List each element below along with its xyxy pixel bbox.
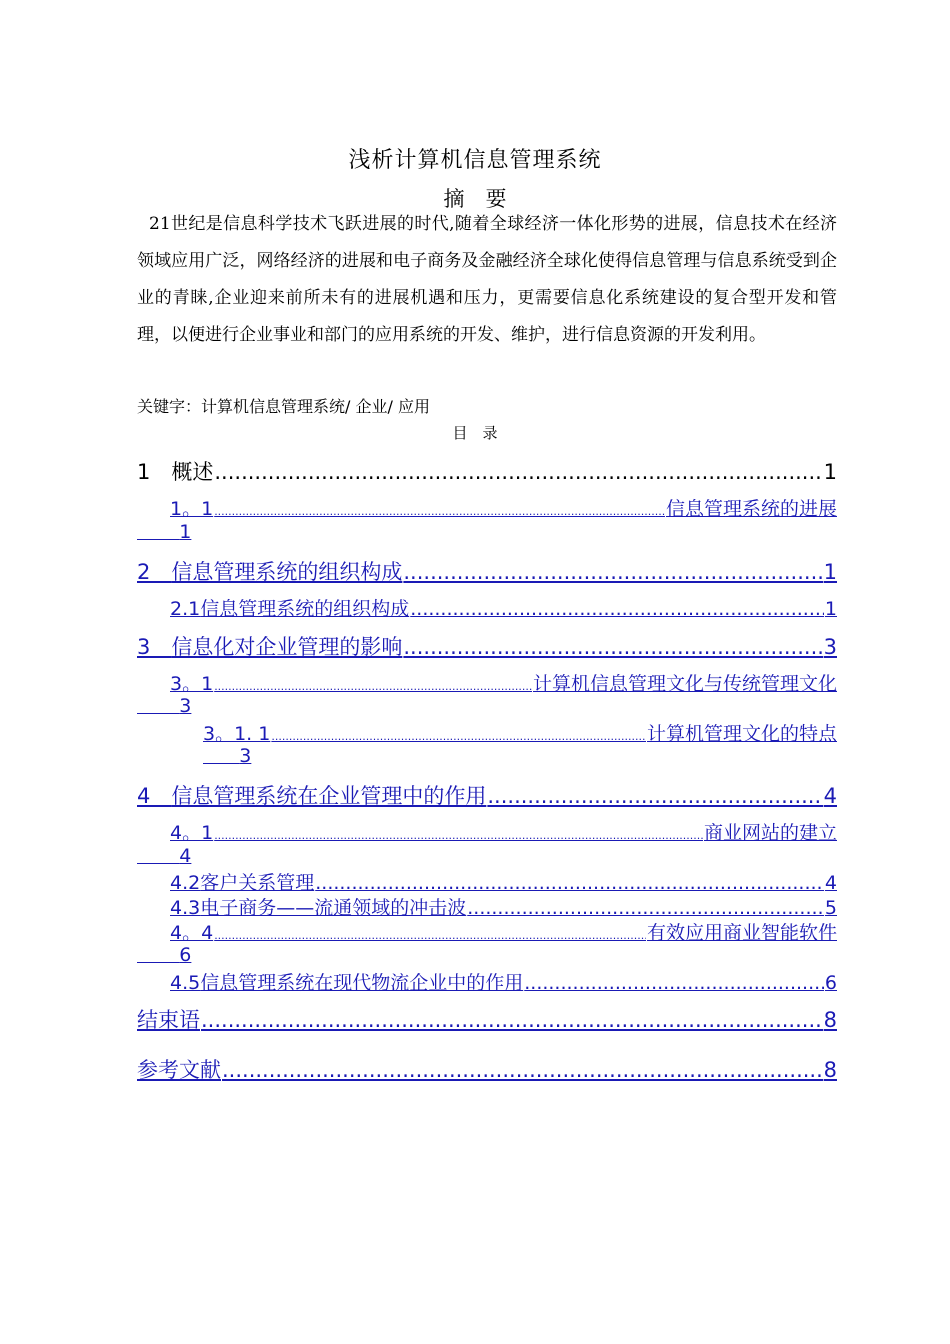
toc-entry-number: 4.5 [170,972,201,994]
toc-leader-dots [487,784,822,808]
toc-entry-label: 计算机管理文化的特点 [646,723,837,745]
toc-entry-page: 1 [823,560,837,584]
toc-entry-number: 2 [137,560,172,584]
toc-entry-page: 4 [823,784,837,808]
toc-entry-label: 参考文献 [137,1058,221,1082]
toc-entry-label: 概述 [171,460,214,484]
toc-heading: 目 录 [452,424,498,442]
toc-entry-page: 4 [824,872,837,894]
toc-entry-page: 5 [824,897,837,919]
toc-entry-4-1[interactable] [170,818,837,845]
toc-leader-dots [467,897,824,919]
toc-leader-dots [214,505,665,518]
toc-entry-label: 信息管理系统的进展 [665,498,837,520]
toc-entry-number: 4.3 [170,897,201,919]
toc-entry-number: 4.2 [170,872,201,894]
toc-entry-label: 信息化对企业管理的影响 [171,635,403,659]
toc-entry-page[interactable]: 1 [179,521,192,543]
toc-leader-dots [214,929,646,942]
toc-entry-3-1[interactable] [170,669,837,696]
toc-entry-number: 1 [137,460,172,484]
toc-leader-dots [403,635,822,659]
toc-leader-dots [214,680,532,693]
toc-entry-1-1[interactable] [170,494,837,521]
toc-leader-dots [271,730,646,743]
toc-entry-label: 信息管理系统的组织构成 [200,598,410,620]
toc-leader-dots [201,1008,823,1032]
toc-entry-label: 信息管理系统在现代物流企业中的作用 [200,972,524,994]
toc-entry-number: 4 [137,784,172,808]
toc-entry-number: 3。1 [170,673,214,695]
toc-entry-page: 1 [823,460,837,484]
toc-leader-dots [524,972,824,994]
toc-entry-number: 4。1 [170,822,214,844]
toc-entry-conclusion[interactable] [137,1004,837,1034]
toc-entry-number: 3。1. 1 [203,723,271,745]
toc-entry-label: 计算机信息管理文化与传统管理文化 [532,673,837,695]
abstract-text: 21世纪是信息科学技术飞跃进展的时代,随着全球经济一体化形势的进展，信息技术在经济领域应用广泛，网络经济的进展和电子商务及金融经济全球化使得信息管理与信息系统受到企业的青睐,企业迎来前所未有的进展机遇和压力，更需要信息化系统建设的复合型开发和管理，以便进行企业事业和部门的应用系统的开发、维护，进行信息资源的开发利用。 [137,214,837,345]
toc-entry-label: 商业网站的建立 [703,822,837,844]
toc-entry-page: 3 [823,635,837,659]
toc-entry-label: 客户关系管理 [200,872,315,894]
toc-entry-label: 信息管理系统在企业管理中的作用 [171,784,487,808]
keywords-line: 关键字：计算机信息管理系统/ 企业/ 应用 [137,397,430,416]
toc-leader-dots [214,460,822,484]
toc-entry-page: 8 [823,1008,837,1032]
toc-entry-page[interactable]: 3 [239,745,252,767]
toc-entry-number: 2.1 [170,598,201,620]
toc-entry-4-3[interactable] [170,893,837,920]
toc-entry-page: 1 [824,598,837,620]
toc-entry-references[interactable] [137,1054,837,1084]
toc-entry-page[interactable]: 6 [179,944,192,966]
toc-entry-label: 信息管理系统的组织构成 [171,560,403,584]
toc-leader-dots [222,1058,823,1082]
toc-entry-2[interactable] [137,556,837,586]
toc-entry-3[interactable] [137,631,837,661]
toc-entry-page[interactable]: 3 [179,695,192,717]
toc-leader-dots [214,829,703,842]
toc-entry-number: 3 [137,635,172,659]
toc-entry-4[interactable] [137,780,837,810]
toc-entry-label: 结束语 [137,1008,200,1032]
toc-entry-number: 1。1 [170,498,214,520]
toc-leader-dots [315,872,824,894]
abstract-heading: 摘 要 [443,187,507,211]
toc-entry-number: 4。4 [170,922,214,944]
toc-leader-dots [410,598,824,620]
toc-entry-label: 有效应用商业智能软件 [646,922,837,944]
toc-entry-3-1-1[interactable] [203,719,837,746]
toc-entry-4-2[interactable] [170,868,837,895]
toc-entry-2-1[interactable] [170,594,837,621]
toc-entry-page[interactable]: 4 [179,845,192,867]
document-title: 浅析计算机信息管理系统 [348,148,602,173]
toc-entry-overview[interactable] [137,456,837,486]
toc-entry-page: 6 [824,972,837,994]
toc-leader-dots [403,560,822,584]
toc-entry-4-4[interactable] [170,918,837,945]
toc-entry-label: 电子商务——流通领域的冲击波 [200,897,467,919]
toc-entry-4-5[interactable] [170,968,837,995]
toc-entry-page: 8 [823,1058,837,1082]
